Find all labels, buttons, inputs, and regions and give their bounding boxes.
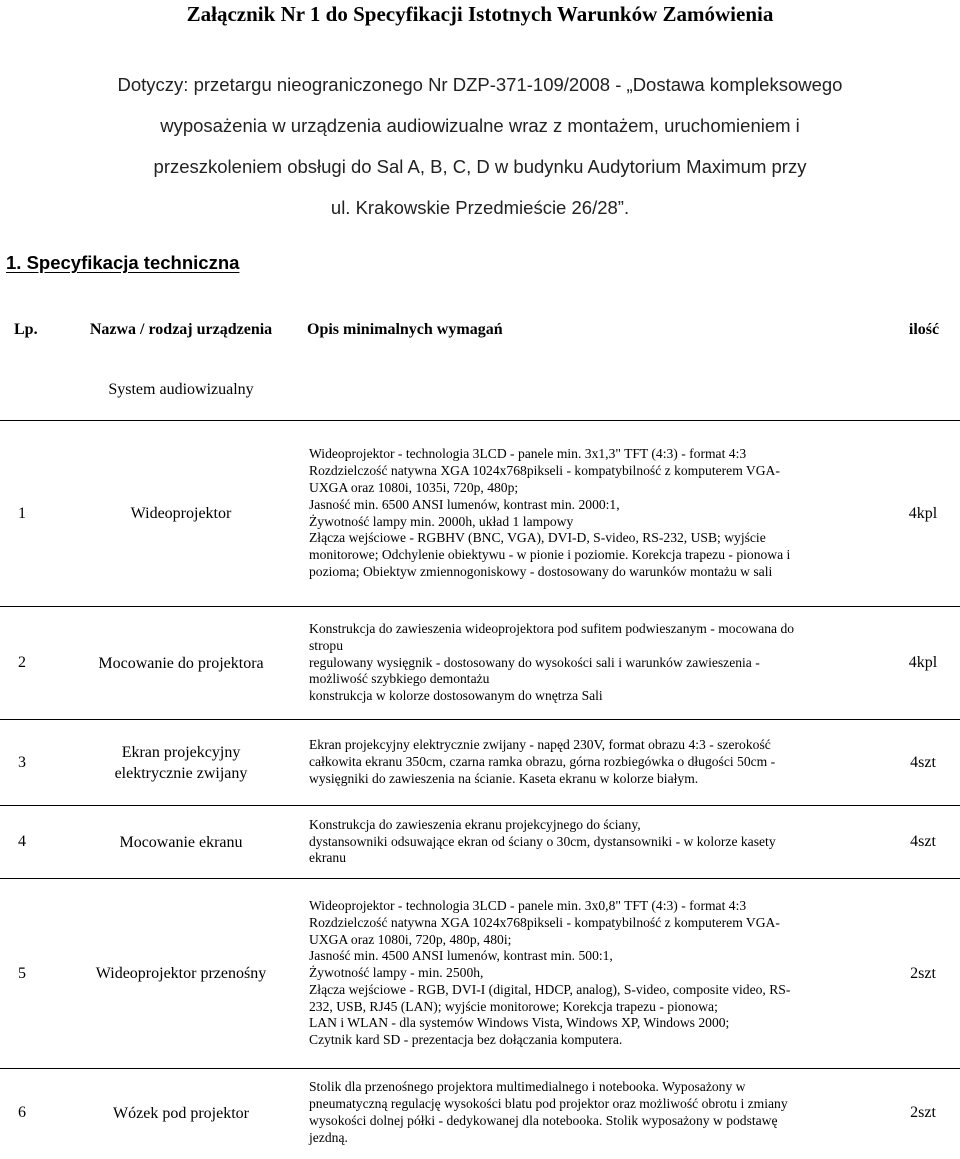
header-quantity: ilość (908, 321, 940, 338)
row-quantity: 4szt (910, 753, 936, 771)
row-description-text: Konstrukcja do zawieszenia wideoprojektora pod sufitem podwieszanym - mocowana do stropu regulowany wysięgnik - dostosowany do wysokości sali i warunków zawieszenia - możliwość szybkiego demontażu konstrukcja w kolorze dostosowanym do wnętrza Sali (309, 621, 795, 704)
row-name (62, 421, 300, 606)
row-description (309, 1069, 869, 1157)
row-name-text: Wózek pod projektor (113, 1104, 249, 1122)
row-name (62, 806, 300, 878)
row-description-text: Stolik dla przenośnego projektora multimedialnego i notebooka. Wyposażony w pneumatyczną regulację wysokości blatu pod projektor oraz możliwość obrotu i zmiany wysokości dolnej półki - dedykowanej dla notebooka. Stolik wyposażony w podstawę jezdną. (309, 1079, 788, 1145)
row-name (62, 607, 300, 719)
page-title: Załącznik Nr 1 do Specyfikacji Istotnych Warunków Zamówienia (186, 2, 774, 26)
tender-subject (20, 64, 940, 228)
row-quantity: 4szt (910, 833, 936, 850)
row-name-text: Mocowanie ekranu (119, 833, 243, 851)
row-lp: 5 (18, 964, 26, 982)
row-description-text: Konstrukcja do zawieszenia ekranu projekcyjnego do ściany, dystansowniki odsuwające ekran od ściany o 30cm, dystansowniki - w kolorze kasety ekranu (309, 816, 776, 866)
subject-line: Dotyczy: przetargu nieograniczonego Nr DZP-371-109/2008 - „Dostawa kompleksowego (117, 74, 843, 95)
row-lp: 3 (18, 753, 26, 771)
row-name (62, 720, 300, 805)
row-description (309, 806, 869, 878)
row-lp: 4 (18, 833, 26, 850)
group-label: System audiowizualny (108, 381, 254, 398)
row-name-text: Wideoprojektor przenośny (95, 965, 267, 982)
header-description: Opis minimalnych wymagań (307, 321, 503, 338)
row-name (62, 879, 300, 1068)
row-name (62, 1069, 300, 1157)
row-quantity: 4kpl (908, 654, 938, 671)
row-name-text: Mocowanie do projektora (98, 654, 264, 672)
subject-line: wyposażenia w urządzenia audiowizualne wraz z montażem, uruchomieniem i (160, 115, 800, 136)
row-quantity: 4kpl (908, 504, 938, 522)
row-lp: 2 (18, 654, 26, 671)
subject-line: przeszkoleniem obsługi do Sal A, B, C, D w budynku Audytorium Maximum przy (153, 156, 807, 177)
row-description-text: Ekran projekcyjny elektrycznie zwijany - napęd 230V, format obrazu 4:3 - szerokość całkowita ekranu 350cm, czarna ramka obrazu, górna rozbiegówka o długości 50cm - wysięgniki do zawieszenia na ścianie. Kaseta ekranu w kolorze białym. (309, 737, 776, 786)
row-description (309, 720, 869, 805)
row-description (309, 421, 869, 606)
row-name-text: Ekran projekcyjny elektrycznie zwijany (114, 743, 248, 782)
row-description (309, 879, 869, 1068)
row-name-text: Wideoprojektor (130, 505, 232, 522)
row-description-text: Wideoprojektor - technologia 3LCD - panele min. 3x0,8" TFT (4:3) - format 4:3 Rozdzielczość natywna XGA 1024x768pikseli - kompatybilność z komputerem VGA- UXGA oraz 1080i, 720p, 480p, 480i; Jasność min. 4500 ANSI lumenów, kontrast min. 500:1, Żywotność lampy - min. 2500h, Złącza wejściowe - RGB, DVI-I (digital, HDCP, analog), S-video, composite video, RS- 232, USB, RJ45 (LAN); wyjście monitorowe; Korekcja trapezu - pionowa; LAN i WLAN - dla systemów Windows Vista, Windows XP, Windows 2000; Czytnik kard SD - prezentacja bez dołączania komputera. (309, 897, 791, 1048)
row-quantity: 2szt (910, 964, 936, 982)
row-description-text: Wideoprojektor - technologia 3LCD - panele min. 3x1,3" TFT (4:3) - format 4:3 Rozdzielczość natywna XGA 1024x768pikseli - kompatybilność z komputerem VGA- UXGA oraz 1080i, 1035i, 720p, 480p; Jasność min. 6500 ANSI lumenów, kontrast min. 2000:1, Żywotność lampy min. 2000h, układ 1 lampowy Złącza wejściowe - RGBHV (BNC, VGA), DVI-D, S-video, RS-232, USB; wyjście monitorowe; Odchylenie obiektywu - w pionie i poziomie. Korekcja trapezu - pionowa i pozioma; Obiektyw zmiennogoniskowy - dostosowany do warunków montażu w sali (309, 446, 791, 579)
row-description (309, 607, 869, 719)
header-lp: Lp. (14, 321, 38, 338)
section-heading: 1. Specyfikacja techniczna (6, 252, 240, 273)
row-quantity: 2szt (910, 1104, 936, 1121)
row-lp: 1 (18, 504, 26, 522)
row-lp: 6 (18, 1104, 26, 1121)
subject-line: ul. Krakowskie Przedmieście 26/28”. (330, 197, 630, 218)
header-name: Nazwa / rodzaj urządzenia (89, 321, 273, 338)
